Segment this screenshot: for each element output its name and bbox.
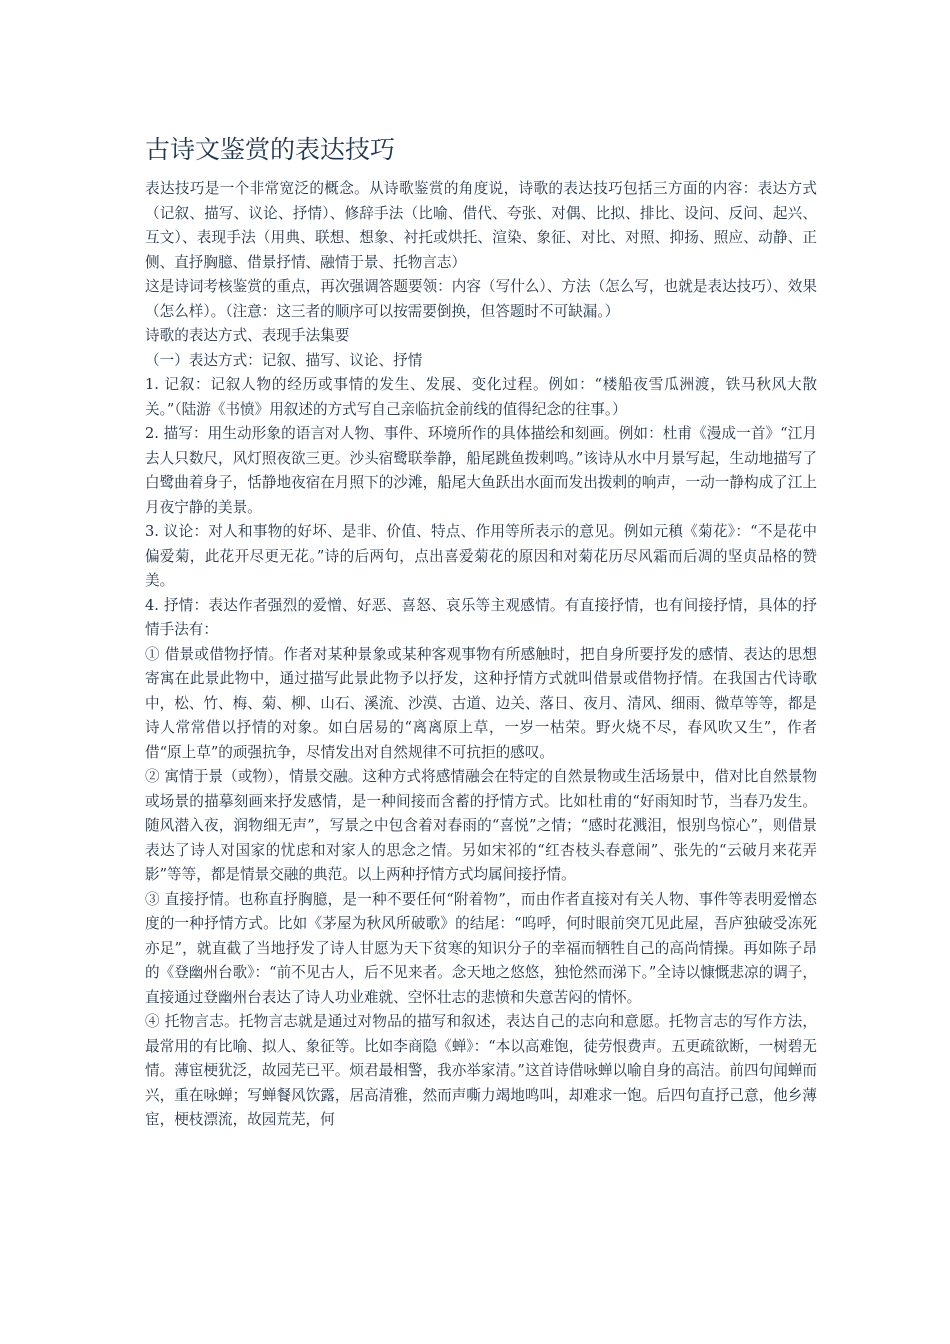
document-title: 古诗文鉴赏的表达技巧 <box>145 135 396 164</box>
paragraph-description: 2. 描写：用生动形象的语言对人物、事件、环境所作的具体描绘和刻画。例如：杜甫《漫成一首》“江月去人只数尺，风灯照夜欲三更。沙头宿鹭联拳静，船尾跳鱼拨剌鸣。”该诗从水中月景写起，生动地描写了白鹭曲着身子，恬静地夜宿在月照下的沙滩，船尾大鱼跃出水面而发出拨剌的响声，一动一静构成了江上月夜宁静的美景。 <box>145 425 817 516</box>
paragraph-lyric-1: ① 借景或借物抒情。作者对某种景象或某种客观事物有所感触时，把自身所要抒发的感情、表达的思想寄寓在此景此物中，通过描写此景此物予以抒发，这种抒情方式就叫借景或借物抒情。在我国古代诗歌中，松、竹、梅、菊、柳、山石、溪流、沙漠、古道、边关、落日、夜月、清风、细雨、微草等等，都是诗人常常借以抒情的对象。如白居易的“离离原上草，一岁一枯荣。野火烧不尽，春风吹又生”，作者借“原上草”的顽强抗争，尽情发出对自然规律不可抗拒的感叹。 <box>145 645 817 761</box>
document-body <box>145 177 817 1133</box>
paragraph-lyric-4: ④ 托物言志。托物言志就是通过对物品的描写和叙述，表达自己的志向和意愿。托物言志的写作方法，最常用的有比喻、拟人、象征等。比如李商隐《蝉》：“本以高难饱，徒劳恨费声。五更疏欲断，一树碧无情。薄宦梗犹泛，故园芜已平。烦君最相警，我亦举家清。”这首诗借咏蝉以喻自身的高洁。前四句闻蝉而兴，重在咏蝉；写蝉餐风饮露，居高清雅，然而声嘶力竭地鸣叫，却难求一饱。后四句直抒己意，他乡薄宦，梗枝漂流，故园荒芜，何 <box>145 1013 817 1128</box>
paragraph-key-points: 这是诗词考核鉴赏的重点，再次强调答题要领：内容（写什么）、方法（怎么写，也就是表达技巧）、效果（怎么样）。（注意：这三者的顺序可以按需要倒换，但答题时不可缺漏。） <box>145 278 817 320</box>
paragraph-lyric-3: ③ 直接抒情。也称直抒胸臆，是一种不要任何“附着物”，而由作者直接对有关人物、事件等表明爱憎态度的一种抒情方式。比如《茅屋为秋风所破歌》的结尾：“呜呼，何时眼前突兀见此屋，吾庐独破受冻死亦足”，就直截了当地抒发了诗人甘愿为天下贫寒的知识分子的幸福而牺牲自己的高尚情操。再如陈子昂的《登幽州台歌》：“前不见古人，后不见来者。念天地之悠悠，独怆然而涕下。”全诗以慷慨悲凉的调子，直接通过登幽州台表达了诗人功业难就、空怀壮志的悲愤和失意苦闷的情怀。 <box>145 890 817 1006</box>
paragraph-intro: 表达技巧是一个非常宽泛的概念。从诗歌鉴赏的角度说，诗歌的表达技巧包括三方面的内容：表达方式（记叙、描写、议论、抒情）、修辞手法（比喻、借代、夸张、对偶、比拟、排比、设问、反问、起兴、互文）、表现手法（用典、联想、想象、衬托或烘托、渲染、象征、对比、对照、抑扬、照应、动静、正侧、直抒胸臆、借景抒情、融情于景、托物言志） <box>145 180 817 271</box>
paragraph-narration: 1. 记叙：记叙人物的经历或事情的发生、发展、变化过程。例如：“楼船夜雪瓜洲渡，铁马秋风大散关。”（陆游《书愤》用叙述的方式写自己亲临抗金前线的值得纪念的往事。） <box>145 376 817 418</box>
paragraph-lyric: 4. 抒情：表达作者强烈的爱憎、好恶、喜怒、哀乐等主观感情。有直接抒情，也有间接抒情，具体的抒情手法有： <box>145 596 817 638</box>
paragraph-lyric-2: ② 寓情于景（或物），情景交融。这种方式将感情融会在特定的自然景物或生活场景中，借对比自然景物或场景的描摹刻画来抒发感情，是一种间接而含蓄的抒情方式。比如杜甫的“好雨知时节，当春乃发生。随风潜入夜，润物细无声”，写景之中包含着对春雨的“喜悦”之情；“感时花溅泪，恨别鸟惊心”，则借景表达了诗人对国家的忧虑和对家人的思念之情。另如宋祁的“红杏枝头春意闹”、张先的“云破月来花弄影”等等，都是情景交融的典范。以上两种抒情方式均属间接抒情。 <box>145 768 817 883</box>
subsection-heading: （一）表达方式：记叙、描写、议论、抒情 <box>145 351 423 369</box>
paragraph-argument: 3. 议论：对人和事物的好坏、是非、价值、特点、作用等所表示的意见。例如元稹《菊花》：“不是花中偏爱菊，此花开尽更无花。”诗的后两句，点出喜爱菊花的原因和对菊花历尽风霜而后凋的坚贞品格的赞美。 <box>145 523 817 589</box>
document-page <box>145 133 817 1133</box>
section-heading: 诗歌的表达方式、表现手法集要 <box>145 327 350 344</box>
